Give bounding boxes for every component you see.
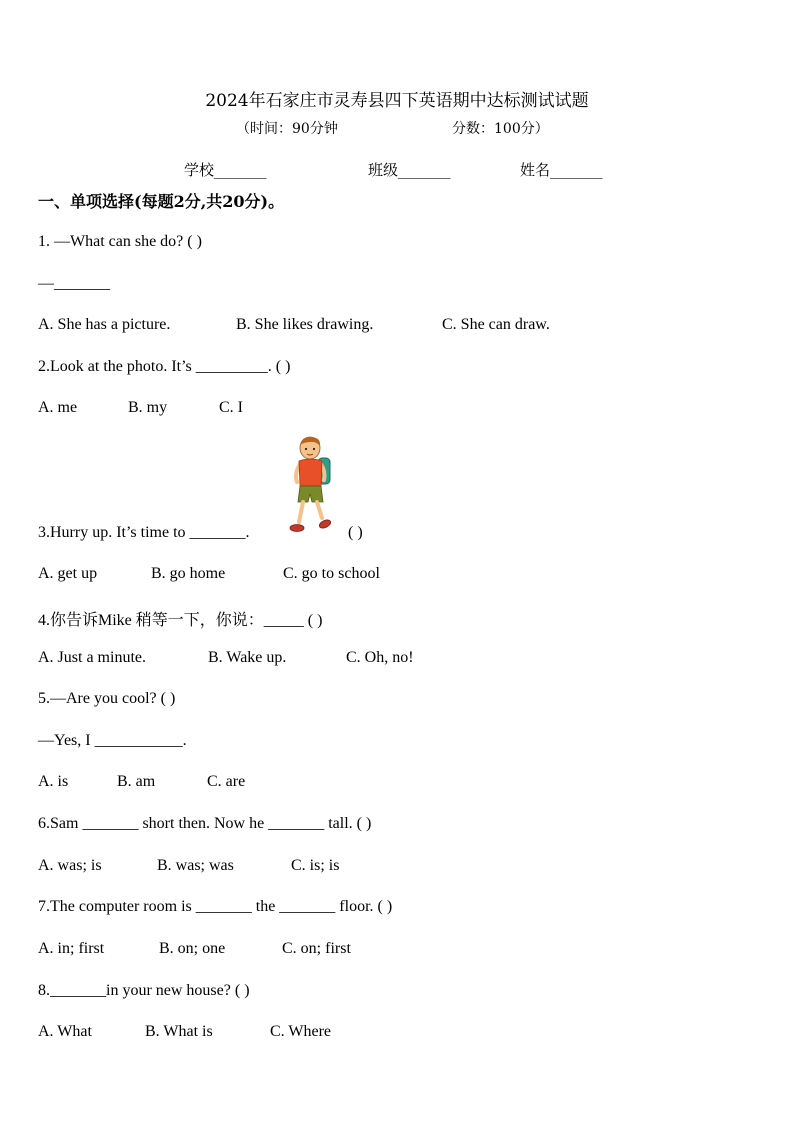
- question-5-option-a[interactable]: A. is: [38, 773, 69, 790]
- question-5-answer-line: —Yes, I ___________.: [38, 732, 187, 749]
- class-field[interactable]: 班级_______: [368, 161, 451, 179]
- question-1-option-c[interactable]: C. She can draw.: [442, 316, 550, 333]
- boy-with-backpack-image: [288, 436, 336, 536]
- question-5-stem: 5.—Are you cool? ( ): [38, 690, 176, 707]
- question-6-option-c[interactable]: C. is; is: [291, 857, 340, 874]
- question-7-option-c[interactable]: C. on; first: [282, 940, 351, 957]
- question-4-option-c[interactable]: C. Oh, no!: [346, 649, 414, 666]
- question-3-option-a[interactable]: A. get up: [38, 565, 98, 582]
- question-8-option-a[interactable]: A. What: [38, 1023, 92, 1040]
- name-field[interactable]: 姓名_______: [520, 161, 603, 179]
- question-4-option-b[interactable]: B. Wake up.: [208, 649, 287, 666]
- question-8-stem: 8._______in your new house? ( ): [38, 982, 250, 999]
- question-4-stem: 4.你告诉Mike 稍等一下，你说：_____ ( ): [38, 612, 323, 629]
- question-7-option-b[interactable]: B. on; one: [159, 940, 226, 957]
- section-heading: 一、单项选择(每题2分,共20分)。: [38, 192, 285, 211]
- question-2-option-a[interactable]: A. me: [38, 399, 78, 416]
- question-2-stem: 2.Look at the photo. It’s _________. ( ): [38, 358, 291, 375]
- question-2-option-c[interactable]: C. I: [219, 399, 243, 416]
- question-6-stem: 6.Sam _______ short then. Now he _______ tall. ( ): [38, 815, 372, 832]
- question-6-option-a[interactable]: A. was; is: [38, 857, 102, 874]
- question-5-option-c[interactable]: C. are: [207, 773, 246, 790]
- school-field[interactable]: 学校_______: [184, 161, 267, 179]
- question-1-option-a[interactable]: A. She has a picture.: [38, 316, 171, 333]
- question-8-option-c[interactable]: C. Where: [270, 1023, 332, 1040]
- question-3-option-c[interactable]: C. go to school: [283, 565, 380, 582]
- question-4-option-a[interactable]: A. Just a minute.: [38, 649, 146, 666]
- question-2-option-b[interactable]: B. my: [128, 399, 168, 416]
- page-title: 2024年石家庄市灵寿县四下英语期中达标测试试题: [205, 91, 589, 111]
- question-7-option-a[interactable]: A. in; first: [38, 940, 105, 957]
- question-3-answer-paren: ( ): [348, 524, 363, 541]
- question-1-answer-line: —_______: [38, 275, 110, 292]
- question-1-option-b[interactable]: B. She likes drawing.: [236, 316, 374, 333]
- question-5-option-b[interactable]: B. am: [117, 773, 156, 790]
- question-3-stem: 3.Hurry up. It’s time to _______.: [38, 524, 250, 541]
- question-8-option-b[interactable]: B. What is: [145, 1023, 213, 1040]
- exam-score: 分数：100分）: [452, 121, 549, 137]
- question-7-stem: 7.The computer room is _______ the _______ floor. ( ): [38, 898, 393, 915]
- question-6-option-b[interactable]: B. was; was: [157, 857, 234, 874]
- exam-time: （时间：90分钟: [236, 121, 338, 137]
- question-1-stem: 1. —What can she do? ( ): [38, 233, 202, 250]
- question-3-option-b[interactable]: B. go home: [151, 565, 226, 582]
